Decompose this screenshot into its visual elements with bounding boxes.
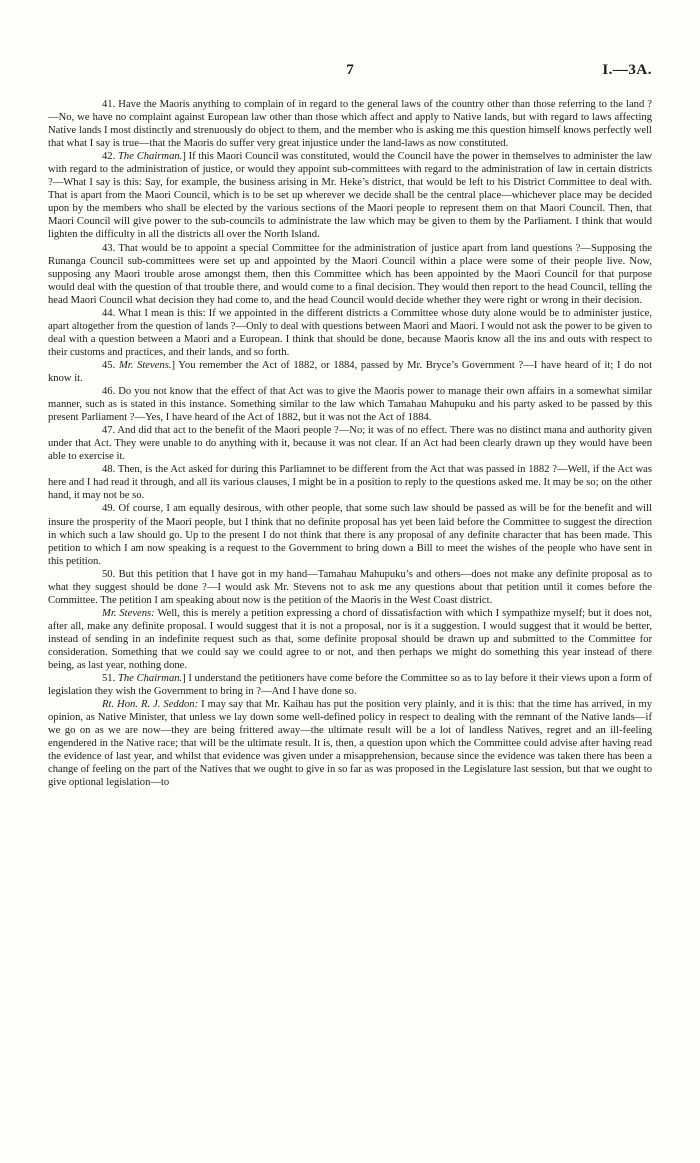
speaker-name: Mr. Stevens. bbox=[118, 359, 172, 371]
page-number: 7 bbox=[346, 62, 354, 78]
paragraph-46 bbox=[48, 385, 652, 424]
speaker-name: The Chairman. bbox=[117, 673, 183, 685]
paragraph-text: That would be to appoint a special Committee for the administration of justice apart from land questions ?—Supposing the Runanga Council sub-committees were set up and appointed by the Maori Council within a place were some of their people live. Now, supposing any Maori trouble arose amongst them, then this Committee which has been appointed by the Maori Council for that purpose would deal with the question of that trouble there, and would come to a final decision. They would then report to the head Council, telling the head Maori Council what decision they had come to, and the head Council would decide whether they were right or wrong in their decision. bbox=[48, 242, 652, 306]
paragraph-text: ] If this Maori Council was constituted, would the Council have the power in themselves to administer the law with regard to the administration of justice, or would they appoint sub-committees with regard to the administration of law in certain districts ?—What I say is this: Say, for example, the business arising in Mr. Heke’s district, that would be left to his District Committee to deal with. That is apart from the Maori Council, which is to be set up wherever we decide shall be the central place—whichever place may be decided upon by the members who shall be elected by the various sections of the Maori people to represent them on that Maori Council. Then, that Maori Council will give power to the sub-councils to administrate the law which may be given to them by the Parliament. I think that would lighten the difficulty in all the districts all over the North Island. bbox=[48, 151, 652, 241]
paragraph-text: And did that act to the benefit of the Maori people ?—No; it was of no effect. There was no distinct mana and authority given under that Act. They were unable to do anything with it, because it was not clear. If an Act had been clearly drawn up they would have been able to exercise it. bbox=[48, 425, 652, 463]
question-number: 51. bbox=[102, 673, 116, 685]
paragraph-text: Of course, I am equally desirous, with other people, that some such law should be passed as will be for the benefit and will insure the prosperity of the Maori people, but I think that no definite proposal has yet been laid before the Committee to suggest the direction in which such a law should go. Up to the present I do not think that there is any proposal of any definite character that has been made. This petition to which I am now speaking is a request to the Government to bring down a Bill to meet the wishes of the people who have sent in this petition. bbox=[48, 503, 652, 567]
paragraph-48 bbox=[48, 463, 652, 502]
question-number: 49. bbox=[102, 503, 116, 515]
question-number: 50. bbox=[102, 568, 116, 580]
paragraph-text: What I mean is this: If we appointed in the different districts a Committee whose duty alone would be to administer justice, apart altogether from the question of lands ?—Only to deal with questions between Maori and Maori. I would not ask the power to be given to deal with a question between a Maori and a European. I think that should be done, because Maoris know all the ins and outs with respect to their customs and practices, and their lands, and so forth. bbox=[48, 307, 652, 358]
question-number: 41. bbox=[102, 99, 116, 110]
question-number: 45. bbox=[102, 359, 116, 371]
paragraph-41 bbox=[48, 98, 652, 150]
paragraph-text: Have the Maoris anything to complain of in regard to the general laws of the country other than those referring to the land ?—No, we have no complaint against European law other than those which affect and apply to Native lands, but with regard to laws affecting Native lands I most distinctly and strenuously do object to them, and the member who is asking me this question himself knows perfectly well that what I say is true—that the Maoris do suffer very great injustice under the land-laws as now constituted. bbox=[48, 99, 652, 150]
paragraph-45 bbox=[48, 359, 652, 385]
paragraph-text: ] You remember the Act of 1882, or 1884, passed by Mr. Bryce’s Government ?—I have heard of it; I do not know it. bbox=[48, 359, 653, 384]
paragraph-stevens-remark bbox=[48, 607, 652, 672]
paragraph-43 bbox=[48, 242, 652, 307]
document-body bbox=[48, 98, 652, 789]
document-reference: I.—3A. bbox=[602, 62, 652, 78]
paragraph-49 bbox=[48, 502, 652, 567]
speaker-name: The Chairman. bbox=[118, 151, 183, 163]
question-number: 47. bbox=[102, 425, 116, 437]
paragraph-text: Well, this is merely a petition expressing a chord of dissatisfaction with which I sympathize myself; but it does not, after all, make any definite proposal. I would suggest that it is not a proposal, nor is it a suggestion. I would suggest that it would be better, instead of sending in an indefinite request such as that, some definite proposal should be drawn up and submitted to the Committee for consideration. Something that we could say we could agree to or not, and then perhaps we might do something this year instead of there being, as last year, nothing done. bbox=[48, 607, 652, 672]
speaker-name: Rt. Hon. R. J. Seddon: bbox=[102, 699, 199, 711]
paragraph-text: But this petition that I have got in my hand—Tamahau Mahupuku’s and others—does not make any definite proposal as to what they suggest should be done ?—I would ask Mr. Stevens not to ask me any questions about that petition until it comes before the Committee. The petition I am speaking about now is the petition of the Maoris in the West Coast district. bbox=[48, 568, 652, 606]
paragraph-text: ] I understand the petitioners have come before the Committee so as to lay before it their views upon a form of legislation they wish the Government to bring in ?—And I have done so. bbox=[48, 673, 652, 698]
paragraph-seddon-remark bbox=[48, 698, 652, 789]
paragraph-text: Then, is the Act asked for during this Parliamnet to be different from the Act that was passed in 1882 ?—Well, if the Act was here and I had read it through, and all its various clauses, I might be in a position to reply to the questions asked me. It may be so; on the other hand, it may not be so. bbox=[48, 464, 652, 502]
paragraph-47 bbox=[48, 424, 652, 463]
paragraph-text: I may say that Mr. Kaihau has put the position very plainly, and it is this: that the time has arrived, in my opinion, as Native Minister, that unless we lay down some well-defined policy in respect to dealing with the remnant of the Native lands—if we go on as we are now—they are being frittered away—the ultimate result will be a lot of landless Natives, regret and an ill-feeling engendered in the Native race; that will be the ultimate result. It is, then, a question upon which the Committee could advise after having read the evidence of last year, and whilst that evidence was given under a misapprehension, because since the evidence was taken there has been a change of feeling on the part of the Natives that we ought to give in so far as was proposed in the Legislature last session, but that we ought to give optional legislation—to bbox=[48, 699, 653, 789]
question-number: 44. bbox=[102, 307, 116, 319]
paragraph-51 bbox=[48, 672, 652, 698]
question-number: 43. bbox=[102, 242, 116, 254]
paragraph-text: Do you not know that the effect of that Act was to give the Maoris power to manage their own affairs in a somewhat similar manner, such as is stated in this instance. Something similar to the law which Tamahau Mahupuku and his party asked to be passed by this present Parliament ?—Yes, I have heard of the Act of 1882, but it was not the Act of 1884. bbox=[48, 386, 652, 424]
paragraph-50 bbox=[48, 568, 652, 607]
question-number: 46. bbox=[102, 386, 116, 398]
paragraph-42 bbox=[48, 150, 652, 241]
question-number: 42. bbox=[102, 151, 116, 163]
question-number: 48. bbox=[102, 464, 116, 476]
speaker-name: Mr. Stevens: bbox=[102, 607, 155, 619]
paragraph-44 bbox=[48, 307, 652, 359]
